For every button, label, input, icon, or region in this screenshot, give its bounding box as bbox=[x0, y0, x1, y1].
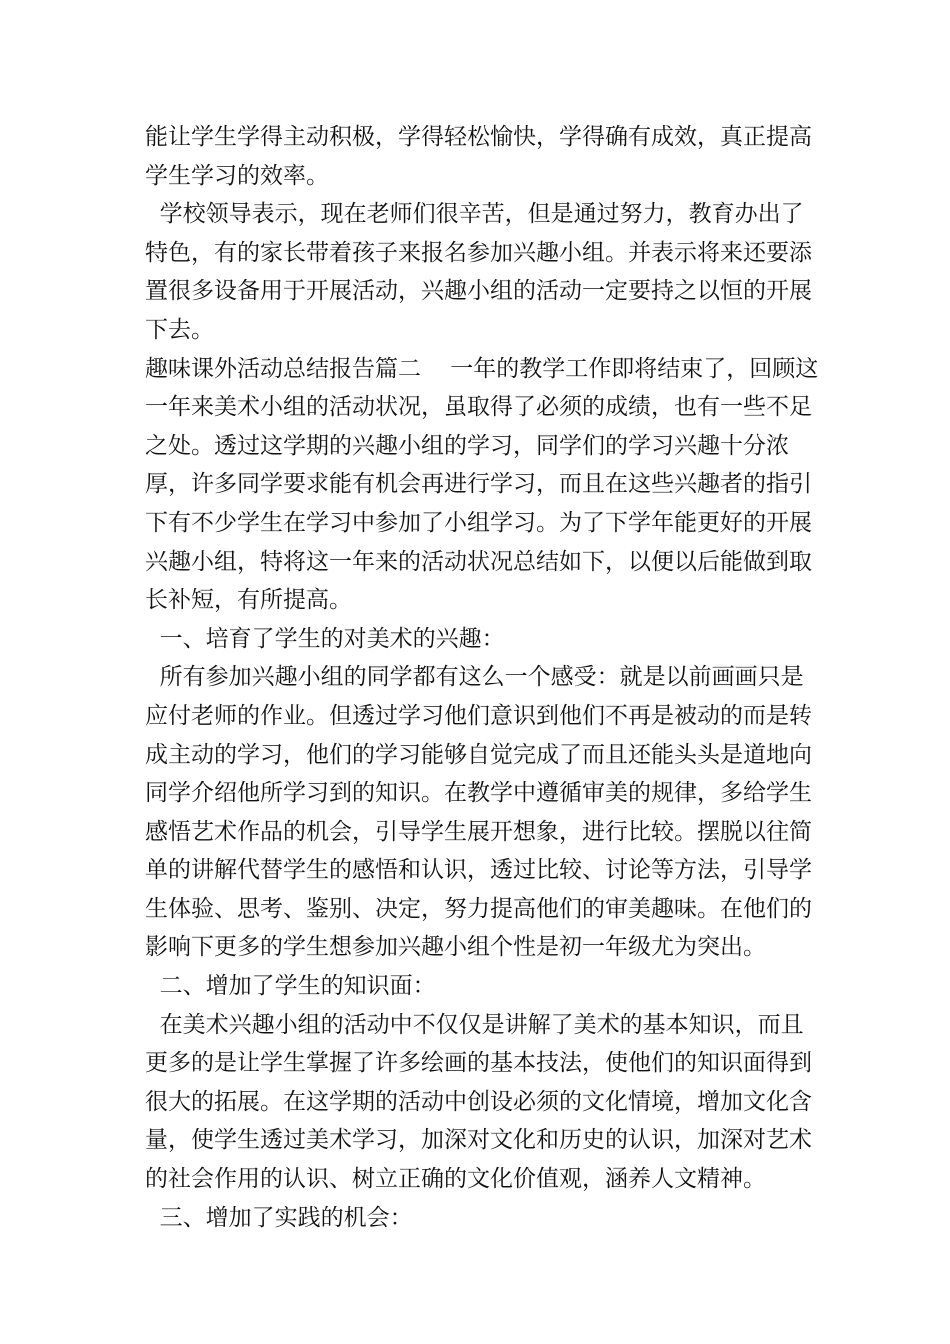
paragraph-report-two: 趣味课外活动总结报告篇二 一年的教学工作即将结束了，回顾这一年来美术小组的活动状况，虽取得了必须的成绩，也有一些不足之处。透过这学期的兴趣小组的学习，同学们的学习兴趣十分浓厚，许多同学要求能有机会再进行学习，而且在这些兴趣者的指引下有不少学生在学习中参加了小组学习。为了下学年能更好的开展兴趣小组，特将这一年来的活动状况总结如下，以便以后能做到取长补短，有所提高。 bbox=[145, 355, 819, 614]
paragraph-school-leaders: 学校领导表示，现在老师们很辛苦，但是通过努力，教育办出了特色，有的家长带着孩子来报名参加兴趣小组。并表示将来还要添置很多设备用于开展活动，兴趣小组的活动一定要持之以恒的开展下去。 bbox=[145, 201, 812, 343]
paragraph-intro-end: 能让学生学得主动积极，学得轻松愉快，学得确有成效，真正提高学生学习的效率。 bbox=[145, 124, 812, 189]
section-heading-three: 三、增加了实践的机会： bbox=[145, 1204, 413, 1231]
section-heading-two: 二、增加了学生的知识面： bbox=[145, 973, 436, 1000]
document-body bbox=[145, 118, 825, 1237]
section-heading-one: 一、培育了学生的对美术的兴趣： bbox=[145, 625, 505, 652]
paragraph-interest: 所有参加兴趣小组的同学都有这么一个感受：就是以前画画只是应付老师的作业。但透过学习他们意识到他们不再是被动的而是转成主动的学习，他们的学习能够自觉完成了而且还能头头是道地向同学介绍他所学习到的知识。在教学中遵循审美的规律，多给学生感悟艺术作品的机会，引导学生展开想象，进行比较。摆脱以往简单的讲解代替学生的感悟和认识，透过比较、讨论等方法，引导学生体验、思考、鉴别、决定，努力提高他们的审美趣味。在他们的影响下更多的学生想参加兴趣小组个性是初一年级尤为突出。 bbox=[145, 664, 812, 961]
paragraph-knowledge: 在美术兴趣小组的活动中不仅仅是讲解了美术的基本知识，而且更多的是让学生掌握了许多绘画的基本技法，使他们的知识面得到很大的拓展。在这学期的活动中创设必须的文化情境，增加文化含量，使学生透过美术学习，加深对文化和历史的认识，加深对艺术的社会作用的认识、树立正确的文化价值观，涵养人文精神。 bbox=[145, 1011, 812, 1193]
